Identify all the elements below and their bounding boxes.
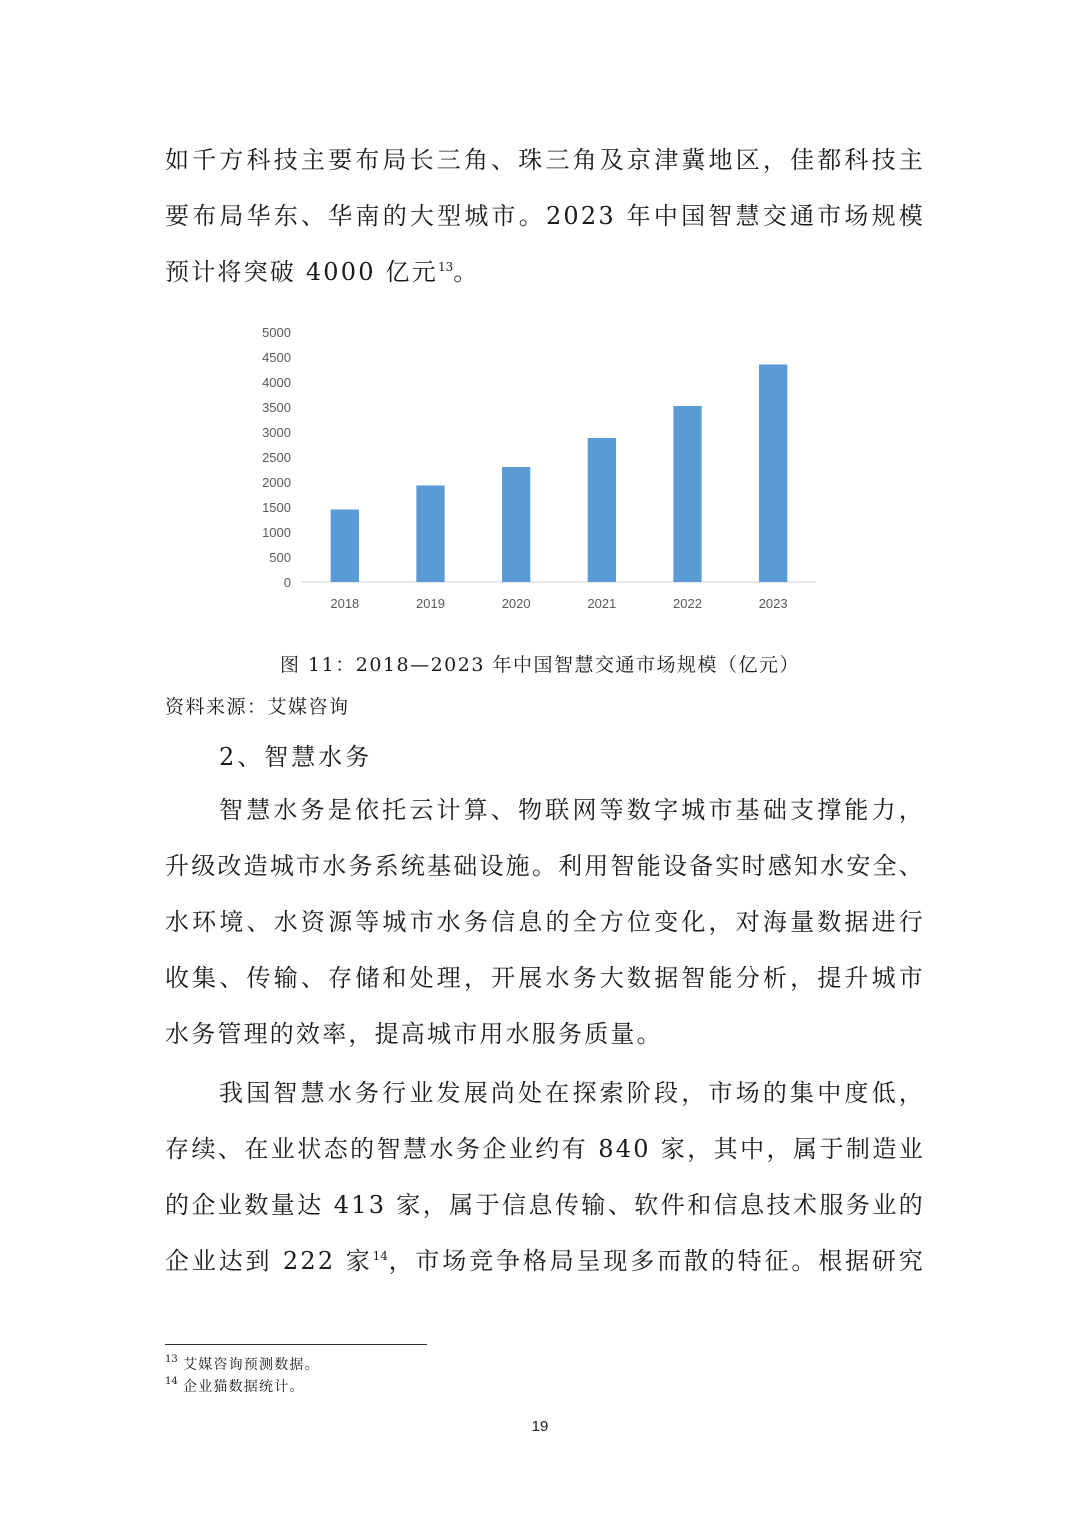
bar-2019 bbox=[416, 486, 444, 583]
y-tick-label: 3000 bbox=[262, 425, 291, 440]
y-tick-label: 1000 bbox=[262, 525, 291, 540]
footnote-13 bbox=[165, 1354, 320, 1374]
bar-2021 bbox=[588, 438, 616, 582]
text-line: 如千方科技主要布局长三角、珠三角及京津冀地区，佳都科技主 bbox=[165, 146, 925, 174]
section-heading: 2、智慧水务 bbox=[219, 743, 373, 771]
text-line: 智慧水务是依托云计算、物联网等数字城市基础支撑能力， bbox=[219, 796, 925, 824]
paragraph-smart-water-industry bbox=[165, 1065, 925, 1289]
y-tick-label: 1500 bbox=[262, 500, 291, 515]
y-tick-label: 2000 bbox=[262, 475, 291, 490]
text-line: 收集、传输、存储和处理，开展水务大数据智能分析，提升城市 bbox=[165, 964, 925, 992]
text-line bbox=[165, 1233, 925, 1289]
page-number: 19 bbox=[531, 1418, 549, 1435]
text-fragment: ，市场竞争格局呈现多而散的特征。根据研究 bbox=[387, 1247, 925, 1275]
footnote-number: 14 bbox=[165, 1376, 178, 1387]
bar-2023 bbox=[759, 365, 787, 583]
x-tick-label: 2022 bbox=[673, 596, 702, 611]
x-tick-label: 2018 bbox=[330, 596, 360, 611]
x-tick-label: 2019 bbox=[416, 596, 445, 611]
y-tick-label: 0 bbox=[283, 575, 291, 590]
text-line: 我国智慧水务行业发展尚处在探索阶段，市场的集中度低， bbox=[219, 1079, 925, 1107]
x-tick-label: 2020 bbox=[501, 596, 531, 611]
bar-2018 bbox=[331, 510, 359, 583]
y-tick-label: 3500 bbox=[262, 400, 291, 415]
text-line: 存续、在业状态的智慧水务企业约有 840 家，其中，属于制造业 bbox=[165, 1135, 925, 1163]
text-line: 的企业数量达 413 家，属于信息传输、软件和信息技术服务业的 bbox=[165, 1191, 925, 1219]
bar-chart bbox=[240, 315, 840, 625]
footnote-ref-14: 14 bbox=[372, 1249, 388, 1263]
bar-2022 bbox=[673, 406, 701, 582]
y-tick-label: 5000 bbox=[262, 325, 291, 340]
footnote-divider bbox=[165, 1344, 427, 1345]
x-tick-label: 2023 bbox=[758, 596, 788, 611]
text-line bbox=[165, 244, 925, 300]
data-source: 资料来源：艾媒咨询 bbox=[165, 696, 350, 718]
text-fragment: 。 bbox=[453, 258, 480, 286]
bar-2020 bbox=[502, 467, 530, 582]
text-fragment: 企业达到 222 家 bbox=[165, 1247, 373, 1275]
x-tick-label: 2021 bbox=[587, 596, 617, 611]
footnote-text: 企业猫数据统计。 bbox=[183, 1379, 305, 1395]
text-line: 水务管理的效率，提高城市用水服务质量。 bbox=[165, 1020, 663, 1048]
y-tick-label: 4500 bbox=[262, 350, 291, 365]
footnote-number: 13 bbox=[165, 1354, 178, 1365]
text-line: 水环境、水资源等城市水务信息的全方位变化，对海量数据进行 bbox=[165, 908, 925, 936]
footnote-ref-13: 13 bbox=[437, 260, 454, 274]
text-fragment: 预计将突破 4000 亿元 bbox=[165, 258, 438, 286]
figure-caption: 图 11：2018—2023 年中国智慧交通市场规模（亿元） bbox=[280, 654, 800, 676]
footnote-14 bbox=[165, 1376, 305, 1396]
paragraph-smart-transport bbox=[165, 132, 925, 300]
text-line: 要布局华东、华南的大型城市。2023 年中国智慧交通市场规模 bbox=[165, 202, 925, 230]
y-tick-label: 2500 bbox=[262, 450, 291, 465]
y-tick-label: 4000 bbox=[262, 375, 291, 390]
text-line: 升级改造城市水务系统基础设施。利用智能设备实时感知水安全、 bbox=[165, 852, 925, 880]
paragraph-smart-water-definition bbox=[165, 782, 925, 1062]
y-tick-label: 500 bbox=[269, 550, 291, 565]
footnote-text: 艾媒咨询预测数据。 bbox=[183, 1357, 320, 1373]
